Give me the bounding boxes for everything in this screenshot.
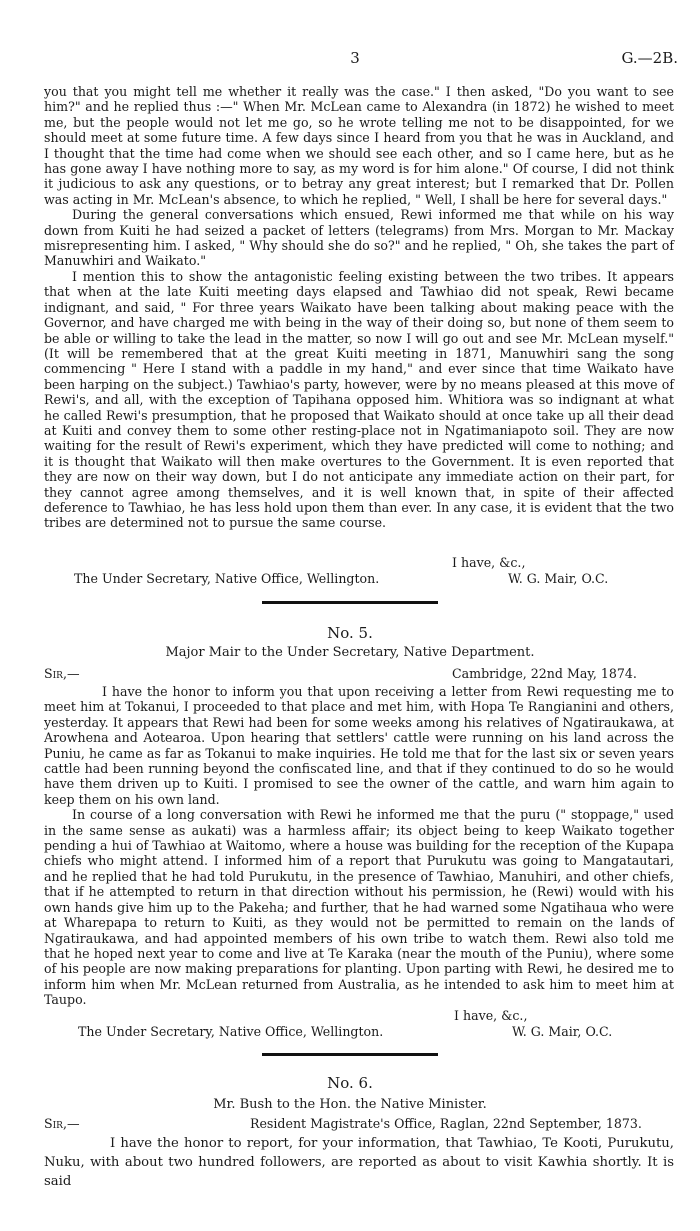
section1-signature: W. G. Mair, O.C. <box>508 571 609 586</box>
page-number: 3 <box>350 49 360 67</box>
section2-signature: W. G. Mair, O.C. <box>512 1024 613 1039</box>
section2-addressee: The Under Secretary, Native Office, Wellington. <box>78 1024 384 1039</box>
section1-addressee: The Under Secretary, Native Office, Wellington. <box>74 571 380 586</box>
section-divider <box>262 1053 438 1056</box>
section1-paragraph-3: I mention this to show the antagonistic feeling existing between the two tribes. It appears that when at the late Kuiti meeting days elapsed and Tawhiao did not speak, Rewi became indignant, and said, " For three years Waikato have been talking about making peace with the Governor, and have charged me with being in the way of their doing so, but none of them seem to be able or willing to take the lead in the matter, so now I will go out and see Mr. McLean myself." (It will be remembered that at the great Kuiti meeting in 1871, Manuwhiri sang the song commencing " Here I stand with a paddle in my hand," and ever since that time Waikato have been harping on the subject.) Tawhiao's party, however, were by no means pleased at this move of Rewi's, and all, with the exception of Tapihana opposed him. Whitiora was so indignant at what he called Rewi's presumption, that he proposed that Waikato should at once take up all their dead at Kuiti and convey them to some other resting-place not in Ngatimaniapoto soil. They are now waiting for the result of Rewi's experiment, which they have predicted will come to nothing; and it is thought that Waikato will then make overtures to the Government. It is even reported that they are now on their way down, but I do not anticipate any immediate action on their part, for they cannot agree among themselves, and it is well known that, in spite of their affected deference to Tawhiao, he has less hold upon them than ever. In any case, it is evident that the two tribes are determined not to pursue the same course. <box>44 268 674 531</box>
section3-dateline: Resident Magistrate's Office, Raglan, 22nd September, 1873. <box>250 1116 642 1131</box>
document-reference: G.—2B. <box>621 49 678 67</box>
section-divider <box>262 601 438 604</box>
section1-closing: I have, &c., <box>452 555 526 570</box>
section1-paragraph-2: During the general conversations which ensued, Rewi informed me that while on his way down from Kuiti he had seized a packet of letters (telegrams) from Mrs. Morgan to Mr. Mackay misrepresenting him. I asked, " Why should she do so?" and he replied, " Oh, she takes the part of Manuwhiri and Waikato." <box>44 207 674 269</box>
section2-paragraph-1: I have the honor to inform you that upon receiving a letter from Rewi requesting me to meet him at Tokanui, I proceeded to that place and met him, with Hopa Te Rangianini and others, yesterday. It appears that Rewi had been for some weeks among his relatives of Ngatiraukawa, at Arowhena and Aotearoa. Upon hearing that settlers' cattle were running on his land across the Puniu, he came as far as Tokanui to make inquiries. He told me that for the last six or seven years cattle had been running beyond the confiscated line, and that if they continued to do so he would have them driven up to Kuiti. I promised to see the owner of the cattle, and warn him again to keep them on his own land. <box>44 684 674 807</box>
section1-paragraph-1: you that you might tell me whether it really was the case." I then asked, "Do you want to see him?" and he replied thus :—" When Mr. McLean came to Alexandra (in 1872) he wished to meet me, but the people would not let me go, so he wrote telling me not to be disappointed, for we should meet at some future time. A few days since I heard from you that he was in Auckland, and I thought that the time had come when we should see each other, and so I came here, but as he has gone away I have nothing more to say, as my word is for him alone." Of course, I did not think it judicious to ask any questions, or to betray any great interest; but I remarked that Dr. Pollen was acting in Mr. McLean's absence, to which he replied, " Well, I shall be here for several days." <box>44 84 674 207</box>
section3-number: No. 6. <box>327 1074 373 1092</box>
section2-number: No. 5. <box>327 624 373 642</box>
section3-body <box>44 1134 674 1191</box>
section3-paragraph-1: I have the honor to report, for your information, that Tawhiao, Te Kooti, Purukutu, Nuku, with about two hundred followers, are reported as about to visit Kawhia shortly. It is said <box>44 1136 674 1189</box>
section2-salutation: Sir,— <box>44 666 80 681</box>
section3-title: Mr. Bush to the Hon. the Native Minister. <box>213 1097 487 1112</box>
section2-body <box>44 684 674 1008</box>
section1-body <box>44 84 674 531</box>
section2-title: Major Mair to the Under Secretary, Native Department. <box>165 645 535 660</box>
section3-salutation: Sir,— <box>44 1116 80 1131</box>
section2-closing: I have, &c., <box>454 1008 528 1023</box>
section2-dateline: Cambridge, 22nd May, 1874. <box>452 666 637 681</box>
section2-paragraph-2: In course of a long conversation with Rewi he informed me that the puru (" stoppage," used in the same sense as aukati) was a harmless affair; its object being to keep Waikato together pending a hui of Tawhiao at Waitomo, where a house was building for the reception of the Kupapa chiefs who might attend. I informed him of a report that Purukutu was going to Mangatautari, and he replied that he had told Purukutu, in the presence of Tawhiao, Manuhiri, and other chiefs, that if he attempted to return in that direction without his permission, he (Rewi) would with his own hands give him up to the Pakeha; and further, that he had warned some Ngatihaua who were at Wharepapa to return to Kuiti, as they would not be permitted to remain on the lands of Ngatiraukawa, and had appointed members of his own tribe to watch them. Rewi also told me that he hoped next year to come and live at Te Karaka (near the mouth of the Puniu), where some of his people are now making preparations for planting. Upon parting with Rewi, he desired me to inform him when Mr. McLean returned from Australia, as he intended to ask him to meet him at Taupo. <box>44 807 674 1008</box>
